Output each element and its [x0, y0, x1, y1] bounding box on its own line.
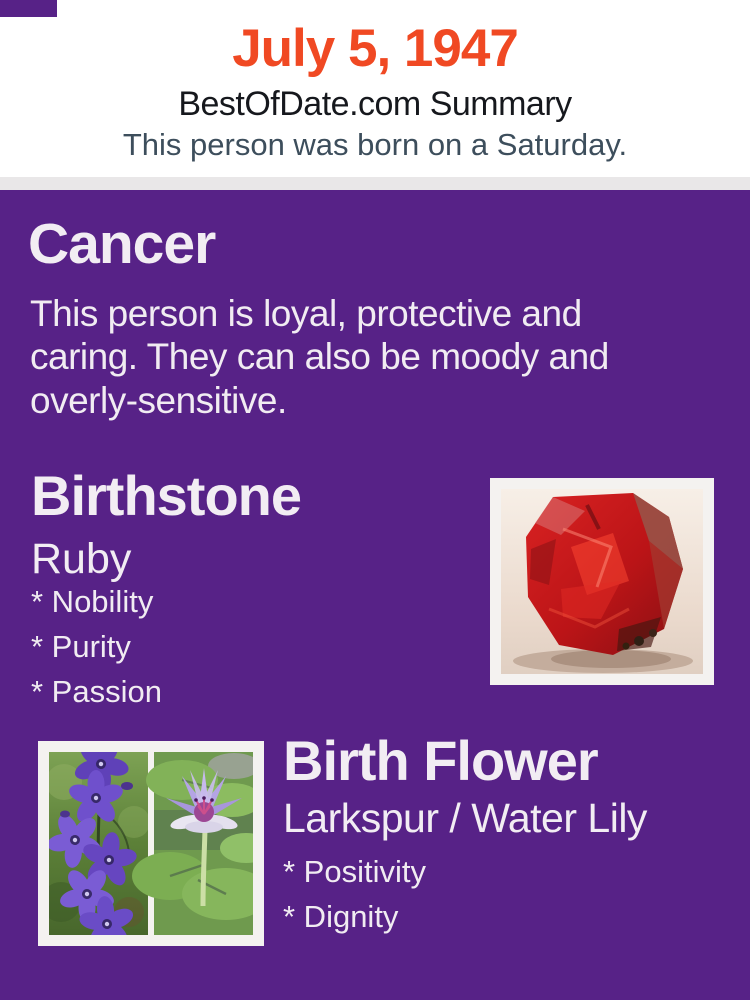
birth-flower-heading: Birth Flower — [283, 729, 598, 792]
birthstone-trait: * Nobility — [31, 584, 154, 619]
birthstone-heading: Birthstone — [31, 464, 301, 527]
birth-flower-name: Larkspur / Water Lily — [283, 795, 647, 841]
birth-flower-trait: * Dignity — [283, 899, 399, 934]
birth-flower-photo — [38, 741, 264, 946]
ruby-photo — [490, 478, 714, 685]
site-summary-title: BestOfDate.com Summary — [178, 85, 572, 123]
larkspur-half — [49, 752, 150, 935]
zodiac-sign-heading: Cancer — [28, 212, 216, 276]
birthstone-trait: * Purity — [31, 629, 131, 664]
born-on-line: This person was born on a Saturday. — [122, 127, 628, 162]
corner-accent-patch — [0, 0, 57, 17]
details-panel — [0, 190, 750, 1000]
birthstone-name: Ruby — [31, 535, 132, 583]
birth-flower-trait: * Positivity — [283, 854, 426, 889]
zodiac-description: This person is loyal, protective and caring. They can also be moody and overly-sensitive. — [30, 293, 609, 421]
header-divider — [0, 177, 750, 190]
birthstone-trait: * Passion — [31, 674, 162, 709]
page-title-date: July 5, 1947 — [232, 19, 518, 78]
